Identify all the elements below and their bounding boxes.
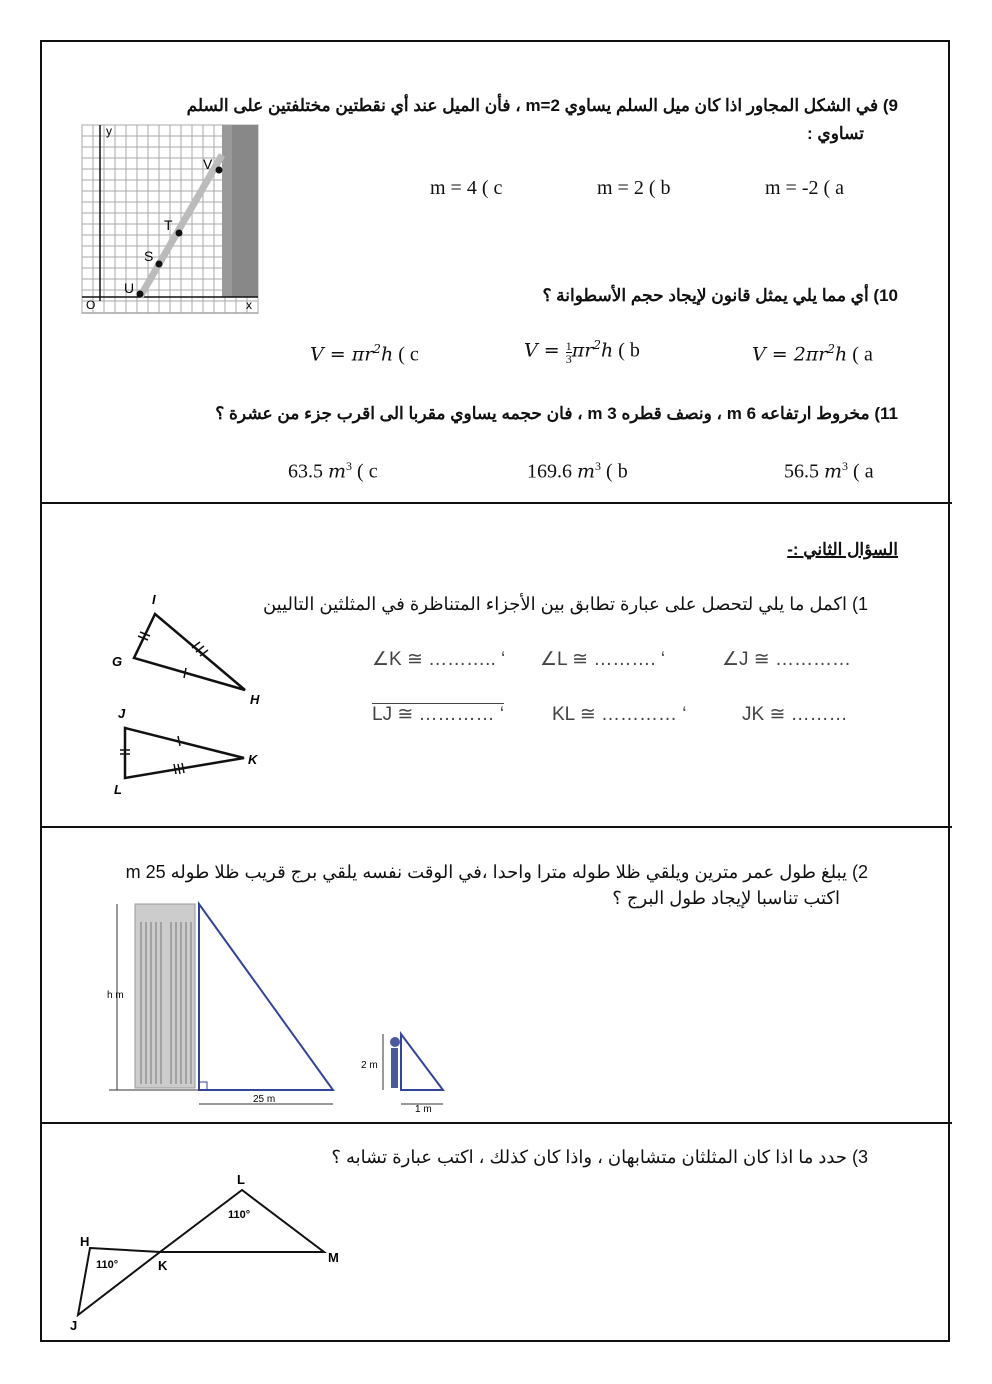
q11-option-c: 63.5 $m^3$ ( c — [288, 459, 378, 483]
side-jk-blank[interactable]: JK ≅ ……… — [742, 704, 848, 725]
svg-text:x: x — [246, 298, 252, 312]
svg-text:L: L — [237, 1172, 245, 1187]
q9-option-c: m = 4 ( c — [430, 177, 503, 199]
tower-shadow-figure — [95, 898, 455, 1113]
q2-2-text: 2) يبلغ طول عمر مترين ويلقي ظلا طوله مترا واحدا ،في الوقت نفسه يلقي برج قريب ظلا طوله 25 m — [125, 862, 868, 882]
svg-text:H: H — [250, 692, 260, 707]
q11-option-a: 56.5 $m^3$ ( a — [784, 459, 874, 483]
q11-text: 11) مخروط ارتفاعه 6 m ، ونصف قطره 3 m ، فان حجمه يساوي مقربا الى اقرب جزء من عشرة ؟ — [215, 404, 898, 423]
angle-j-blank[interactable]: ∠J ≅ ………… — [722, 649, 852, 670]
q9-text-2: تساوي : — [807, 124, 864, 143]
q9-option-b: m = 2 ( b — [597, 177, 671, 199]
svg-text:H: H — [80, 1234, 90, 1249]
divider — [40, 826, 952, 828]
q2-1-text: 1) اكمل ما يلي لتحصل على عبارة تطابق بين الأجزاء المتناظرة في المثلثين التاليين — [262, 594, 868, 614]
svg-text:K: K — [248, 752, 258, 767]
svg-text:K: K — [158, 1258, 168, 1273]
angle-k-blank[interactable]: ∠K ≅ ……….. ‘ — [372, 649, 506, 670]
q2-2-text-2: اكتب تناسبا لإيجاد طول البرج ؟ — [612, 888, 840, 908]
divider — [40, 1122, 952, 1124]
svg-text:h m: h m — [107, 990, 124, 1001]
svg-text:J: J — [118, 706, 126, 721]
side-lj-blank[interactable]: LJ ≅ ………… ‘ — [372, 704, 505, 725]
q10-option-a: $V = 2\pi r^2h$ ( a — [752, 342, 873, 366]
svg-text:25 m: 25 m — [253, 1094, 276, 1105]
section-2-title: السؤال الثاني :- — [787, 540, 898, 559]
q9-text: 9) في الشكل المجاور اذا كان ميل السلم يساوي m=2 ، فأن الميل عند أي نقطتين مختلفتين على السلم — [186, 96, 898, 115]
svg-text:V: V — [203, 156, 213, 172]
ladder-graph — [82, 125, 258, 313]
svg-text:I: I — [152, 592, 156, 607]
q10-option-b: V = $\frac{1}{3}$ $\pi r^2h$ ( b — [524, 338, 640, 366]
side-kl-blank[interactable]: KL ≅ ………… ‘ — [552, 704, 687, 725]
svg-text:J: J — [70, 1318, 78, 1333]
svg-text:S: S — [144, 248, 154, 264]
angle-l-blank[interactable]: ∠L ≅ ………. ‘ — [540, 649, 666, 670]
similar-triangles-figure — [70, 1170, 350, 1335]
svg-text:L: L — [114, 782, 122, 797]
q2-3-text: 3) حدد ما اذا كان المثلثان متشابهان ، واذا كان كذلك ، اكتب عبارة تشابه ؟ — [331, 1147, 868, 1167]
svg-text:T: T — [164, 217, 173, 233]
svg-text:U: U — [124, 280, 135, 296]
svg-text:G: G — [112, 654, 123, 669]
svg-text:O: O — [86, 298, 96, 312]
svg-text:1 m: 1 m — [415, 1104, 432, 1115]
q10-option-c: $V = \pi r^2h$ ( c — [310, 342, 419, 366]
svg-text:2 m: 2 m — [361, 1060, 378, 1071]
divider — [40, 502, 952, 504]
svg-text:M: M — [328, 1250, 339, 1265]
svg-text:110°: 110° — [96, 1259, 119, 1271]
q10-text: 10) أي مما يلي يمثل قانون لإيجاد حجم الأسطوانة ؟ — [542, 286, 898, 305]
triangles-ghi-jkl — [110, 590, 270, 800]
svg-text:y: y — [106, 124, 112, 138]
svg-text:110°: 110° — [228, 1209, 251, 1221]
q9-option-a: m = -2 ( a — [765, 177, 845, 199]
q11-option-b: 169.6 $m^3$ ( b — [527, 459, 628, 483]
